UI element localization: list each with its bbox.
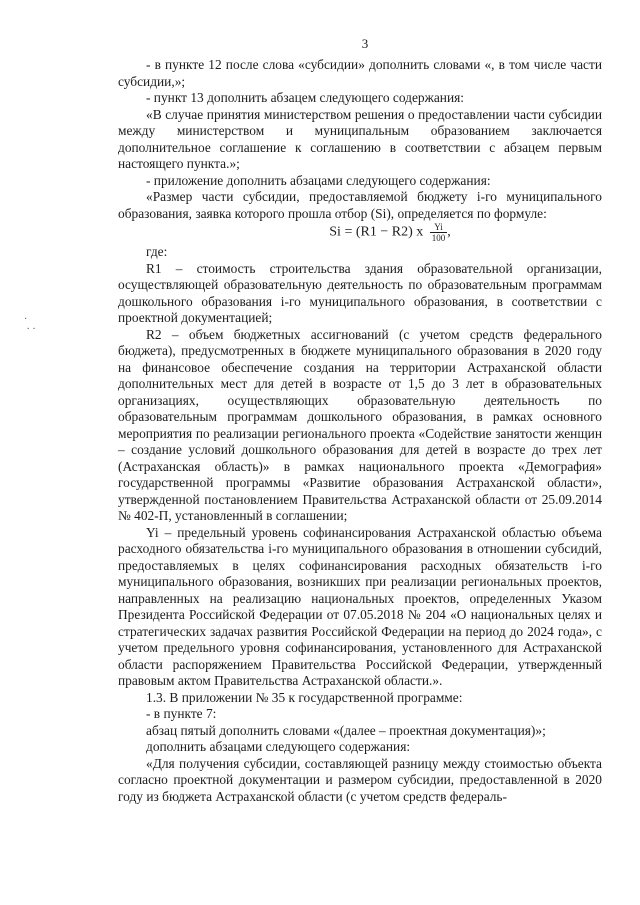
paragraph: где:: [146, 244, 168, 259]
formula-fraction: [430, 222, 448, 243]
paragraph: - пункт 13 дополнить абзацем следующего содержания:: [146, 90, 465, 105]
formula-numerator: Yi: [430, 222, 448, 233]
formula-denominator: 100: [431, 233, 446, 243]
paragraph: - приложение дополнить абзацами следующего содержания:: [146, 172, 491, 188]
paragraph: «Размер части субсидии, предоставляемой бюджету i-го муниципального образования, заявка которого прошла отбор (Si), определяется по формуле:: [118, 189, 602, 221]
formula-trailing: ,: [447, 224, 451, 240]
subsidy-formula: [118, 222, 602, 243]
paragraph: Yi – предельный уровень софинансирования Астраханской областью объема расходного обязательства i-го муниципального образования в отношении субсидий, предоставляемых в целях софинансирования расходных обязательств i-го муниципального образования, возникших при реализации региональных проектов, направленных на реализацию национальных проектов, определенных Указом Президента Российской Федерации от 07.05.2018 № 204 «О национальных целях и стратегических задачах развития Российской Федерации на период до 2024 года», с учетом предельного уровня софинансирования, установленного для Астраханской области распоряжением Правительства Российской Федерации, утвержденный правовым актом Правительства Астраханской области.».: [118, 524, 602, 688]
paragraph: - в пункте 12 после слова «субсидии» дополнить словами «, в том числе части субсидии,»;: [118, 57, 602, 89]
paragraph: «В случае принятия министерством решения о предоставлении части субсидии между министерством и муниципальным образованием заключается дополнительное соглашение к соглашению в соответствии с абзацем первым настоящего пункта.»;: [118, 106, 602, 171]
paragraph: - в пункте 7:: [146, 706, 217, 721]
paragraph: 1.3. В приложении № 35 к государственной программе:: [146, 689, 463, 705]
formula-main: Si = (R1 − R2) x: [329, 224, 424, 240]
paragraph: абзац пятый дополнить словами «(далее – проектная документация)»;: [146, 722, 546, 738]
paragraph: «Для получения субсидии, составляющей разницу между стоимостью объекта согласно проектной документации и размером субсидии, предоставленной в 2020 году из бюджета Астраханской области (с учетом средств федераль-: [118, 755, 602, 804]
paragraph: R2 – объем бюджетных ассигнований (с учетом средств федерального бюджета), предусмотренных в бюджете муниципального образования в 2020 году на финансовое обеспечение создания на территории Астраханской области дополнительных мест для детей в возрасте от 1,5 до 3 лет в образовательных организациях, осуществляющих образовательную деятельность по образовательным программам дошкольного образования, в рамках основного мероприятия по реализации регионального проекта «Содействие занятости женщин – создание условий дошкольного образования для детей в возрасте до трех лет (Астраханская область)» в рамках национального проекта «Демография» государственной программы «Развитие образования Астраханской области», утвержденной постановлением Правительства Астраханской области от 25.09.2014 № 402-П, установленный в соглашении;: [118, 326, 602, 523]
page-number: 3: [361, 36, 369, 51]
scan-margin-specks: · · ·: [24, 314, 36, 335]
document-body: [118, 57, 602, 805]
paragraph: дополнить абзацами следующего содержания:: [146, 739, 411, 754]
paragraph: R1 – стоимость строительства здания образовательной организации, осуществляющей образовательную деятельность по образовательным программам дошкольного образования i-го муниципального образования, в соответствии с проектной документацией;: [118, 260, 602, 325]
